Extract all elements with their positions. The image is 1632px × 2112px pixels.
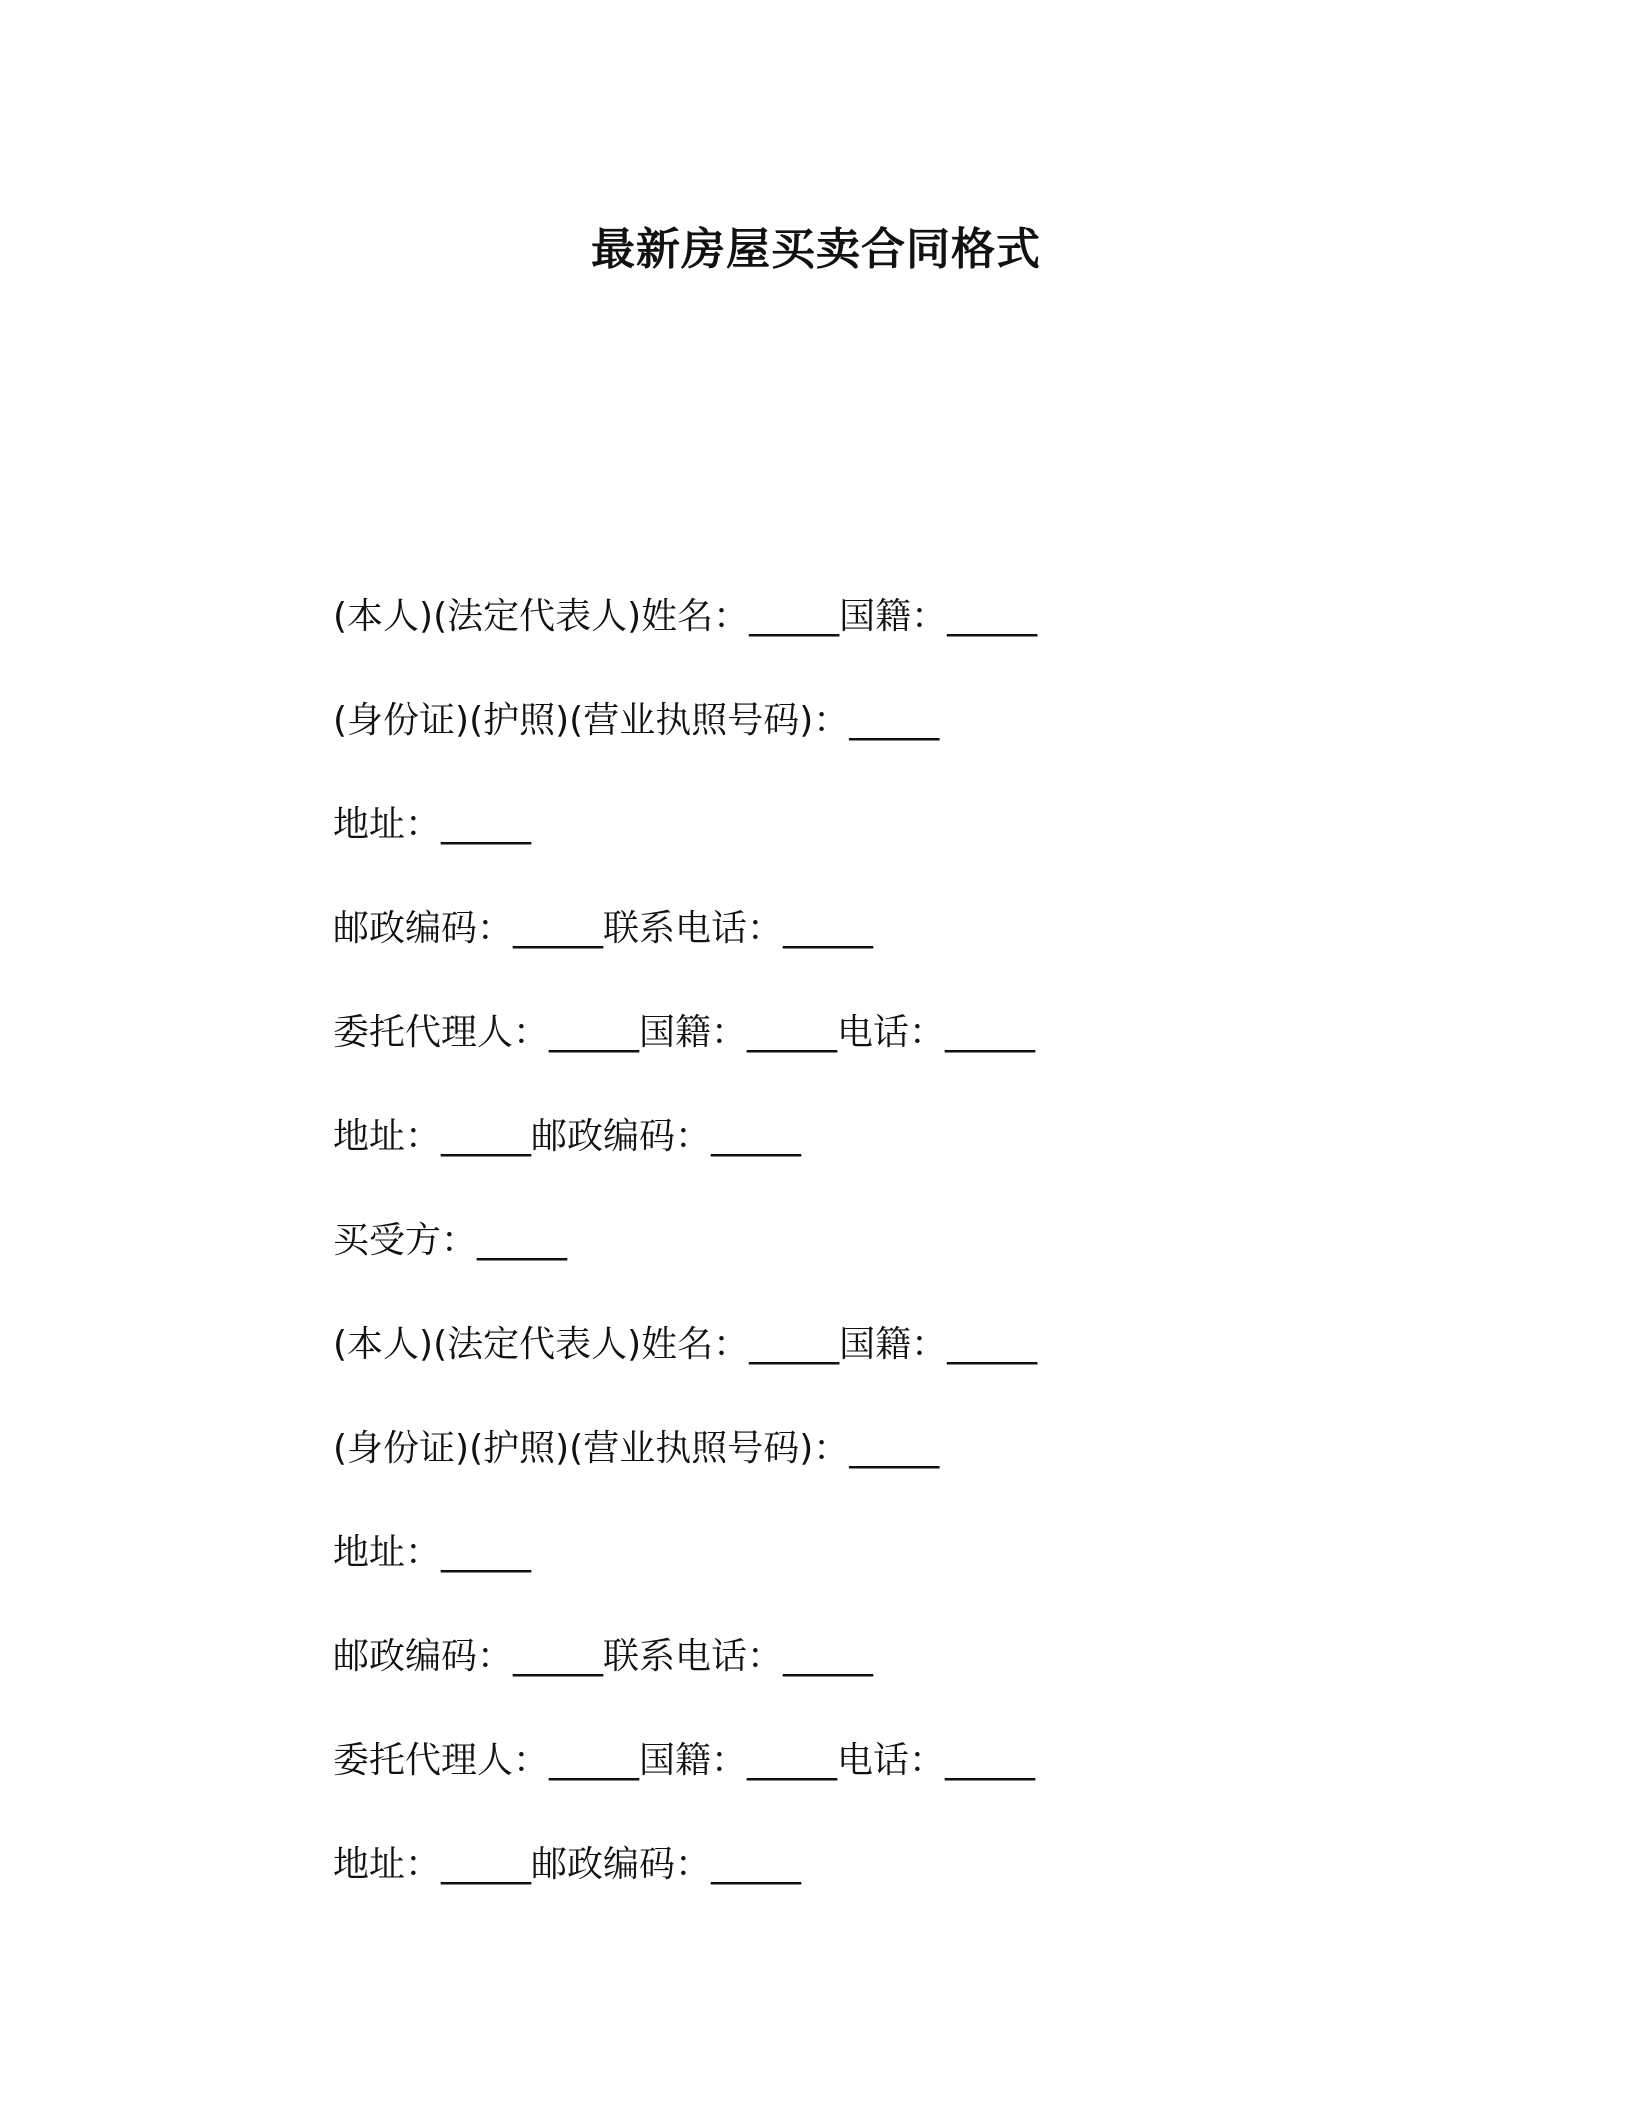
buyer-name-nationality-line: (本人)(法定代表人)姓名：_____国籍：_____ — [333, 1324, 1038, 1365]
seller-postcode-phone-line: 邮政编码：_____联系电话：_____ — [333, 908, 874, 949]
seller-agent-address-line: 地址：_____邮政编码：_____ — [333, 1116, 802, 1157]
buyer-id-number-line: (身份证)(护照)(营业执照号码)：_____ — [333, 1428, 940, 1469]
seller-address-line: 地址：_____ — [333, 804, 532, 845]
buyer-agent-line: 委托代理人：_____国籍：_____电话：_____ — [333, 1740, 1036, 1781]
seller-agent-line: 委托代理人：_____国籍：_____电话：_____ — [333, 1012, 1036, 1053]
document-title: 最新房屋买卖合同格式 — [591, 224, 1041, 275]
buyer-agent-address-line: 地址：_____邮政编码：_____ — [333, 1844, 802, 1885]
buyer-postcode-phone-line: 邮政编码：_____联系电话：_____ — [333, 1636, 874, 1677]
buyer-address-line: 地址：_____ — [333, 1532, 532, 1573]
seller-id-number-line: (身份证)(护照)(营业执照号码)：_____ — [333, 700, 940, 741]
seller-name-nationality-line: (本人)(法定代表人)姓名：_____国籍：_____ — [333, 596, 1038, 637]
contract-party-fields — [333, 592, 1037, 1944]
buyer-heading-line: 买受方：_____ — [333, 1220, 568, 1261]
